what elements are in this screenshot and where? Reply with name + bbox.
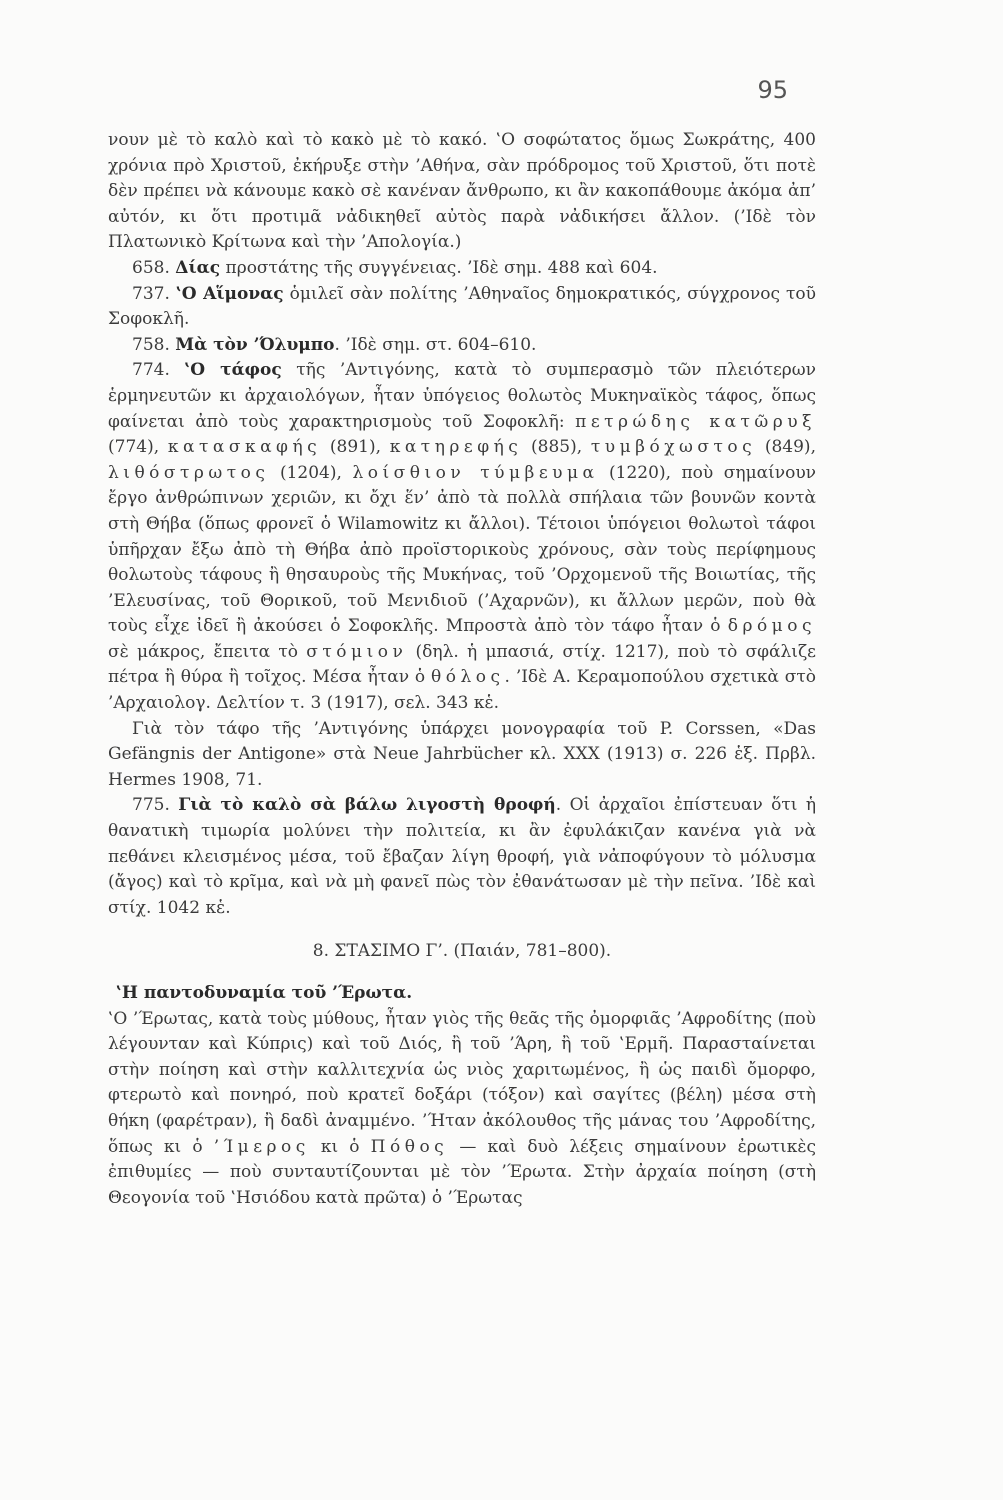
note-774-bibliography [108, 717, 816, 794]
note-737 [108, 282, 816, 333]
spaced-term: κατασκαφής [167, 437, 322, 458]
text-run: νουν μὲ τὸ καλὸ καὶ τὸ κακὸ μὲ τὸ κακό. ‛Ο σοφώτατος ὅμως Σωκράτης, 400 χρόνια πρὸ Χριστοῦ, ἐκήρυξε στὴν ’Αθήνα, σὰν πρόδρομος τοῦ Χριστοῦ, ὅτι ποτὲ δὲν πρέπει νὰ κάνουμε κακὸ σὲ κανέναν ἄνθρωπο, κι ἂν κακοπάθουμε ἀκόμα ἀπ’ αὐτόν, κι ὅτι προτιμᾶ νἀδικηθεῖ αὐτὸς παρὰ νἀδικήσει ἄλλον. (’Ιδὲ τὸν Πλατωνικὸ Κρίτωνα καὶ τὴν ’Απολογία.) [108, 130, 816, 253]
text-run: σὲ μάκρος, ἔπειτα τὸ [108, 641, 307, 662]
bold-term: Γιὰ τὸ καλὸ σὰ βάλω λιγοστὴ θροφή [178, 795, 556, 816]
spaced-term: πετρώδης κατῶρυξ [575, 411, 816, 432]
bold-term: Μὰ τὸν ’Όλυμπο [175, 334, 335, 355]
spaced-term: λιθόστρωτος [108, 462, 270, 483]
spaced-term: ’Ίμερος [213, 1136, 310, 1157]
text-run: (1204), [269, 462, 353, 483]
note-774 [108, 358, 816, 716]
text-run: Γιὰ τὸν τάφο τῆς ’Αντιγόνης ὑπάρχει μονογραφία τοῦ P. Corssen, «Das Gefängnis der Antigone» στὰ Neue Jahrbücher κλ. XXX (1913) σ. 226 ἑξ. Πρβλ. Hermes 1908, 71. [108, 718, 816, 790]
spaced-term: κατηρεφής [389, 437, 523, 458]
bold-term: ‛Ο Αἵμονας [175, 283, 284, 304]
text-run: (849), [756, 437, 816, 458]
text-run: (891), [321, 437, 390, 458]
text-run: 775. [132, 795, 179, 816]
text-run: . Οἱ ἀρχαῖοι ἐπίστευαν ὅτι ἡ θανατικὴ τιμωρία μολύνει τὴν πολιτεία, κι ἂν ἐφυλάκιζαν κανένα γιὰ νὰ πεθάνει κλεισμένος μέσα, τοῦ ἔβαζαν λίγη θροφή, γιὰ νἀποφύγουν τὸ μόλυσμα (ἄγος) καὶ τὸ κρῖμα, καὶ νὰ μὴ φανεῖ πὼς τὸν ἐθανάτωσαν μὲ τὴν πεῖνα. ’Ιδὲ καὶ στίχ. 1042 κἑ. [108, 795, 817, 918]
note-658 [108, 256, 816, 282]
note-758 [108, 333, 816, 359]
spaced-term: Πόθος [370, 1136, 449, 1157]
note-775 [108, 793, 816, 921]
text-run: (δηλ. ἡ μπασιά, στίχ. 1217), ποὺ τὸ σφάλιζε πέτρα ἢ θύρα ἢ τοῖχος. Μέσα ἦταν ὁ [108, 641, 816, 688]
spaced-term: λοίσθιον τύμβευμα [352, 462, 599, 483]
text-run: τῆς ’Αντιγόνης, κατὰ τὸ συμπερασμὸ τῶν πλειότερων ἑρμηνευτῶν κι ἀρχαιολόγων, ἦταν ὑπόγειος θολωτὸς Μυκηναϊκὸς τάφος, ὅπως φαίνεται ἀπὸ τοὺς χαρακτηρισμοὺς τοῦ Σοφοκλῆ: [108, 360, 816, 432]
spaced-term: τυμβόχωστος [590, 437, 757, 458]
text-run: προστάτης τῆς συγγένειας. ’Ιδὲ σημ. 488 καὶ 604. [220, 257, 658, 278]
text-run: (774), [108, 437, 168, 458]
section-heading: 8. ΣΤΑΣΙΜΟ Γ’. (Παιάν, 781–800). [312, 941, 612, 962]
spaced-term: στόμιον [306, 641, 408, 662]
text-run: (1220), ποὺ σημαίνουν ἔργο ἀνθρώπινων χεριῶν, κι ὄχι ἕν’ ἀπὸ τὰ πολλὰ σπήλαια τῶν βουνῶν κοντὰ στὴ Θήβα (ὅπως φρονεῖ ὁ Wilamowitz κι ἄλλοι). Τέτοιοι ὑπόγειοι θολωτοὶ τάφοι ὑπῆρχαν ἔξω ἀπὸ τὴ Θήβα ἀπὸ προϊστορικοὺς χρόνους, σὰν τοὺς περίφημους θολωτοὺς τάφους ἢ θησαυροὺς τῆς Μυκήνας, τοῦ ’Ορχομενοῦ τῆς Βοιωτίας, τῆς ’Ελευσίνας, τοῦ Θορικοῦ, τοῦ Μενιδιοῦ (’Αχαρνῶν), κι ἄλλων μερῶν, ποὺ θὰ τοὺς εἶχε ἰδεῖ ἢ ἀκούσει ὁ Σοφοκλῆς. Μπροστὰ ἀπὸ τὸν τάφο ἦταν ὁ [108, 462, 816, 637]
spaced-term: δρόμος [727, 616, 816, 637]
bold-term: Δίας [175, 257, 221, 278]
subheading: ‛Η παντοδυναμία τοῦ ’Έρωτα. [116, 983, 413, 1003]
text-run: 658. [132, 257, 176, 278]
final-paragraph [108, 1007, 816, 1212]
text-run: ‛Ο ’Έρωτας, κατὰ τοὺς μύθους, ἦταν γιὸς τῆς θεᾶς τῆς ὀμορφιᾶς ’Αφροδίτης (ποὺ λέγουνταν καὶ Κύπρις) καὶ τοῦ Διός, ἢ τοῦ ’Άρη, ἢ τοῦ ‛Ερμῆ. Παρασταίνεται στὴν ποίηση καὶ στὴν καλλιτεχνία ὡς νιὸς χαριτωμένος, ἢ ὡς παιδὶ ὄμορφο, φτερωτὸ καὶ πονηρό, ποὺ κρατεῖ δοξάρι (τόξον) καὶ σαγίτες (βέλη) μέσα στὴ θήκη (φαρέτραν), ἢ δαδὶ ἀναμμένο. ’Ήταν ἀκόλουθος τῆς μάνας του ’Αφροδίτης, ὅπως κι ὁ [108, 1008, 816, 1157]
page-number: 95 [757, 76, 788, 104]
text-run: . ’Ιδὲ Α. Κεραμοπούλου σχετικὰ στὸ ’Αρχαιολογ. Δελτίον τ. 3 (1917), σελ. 343 κἑ. [108, 667, 816, 714]
text-run: 737. [132, 283, 176, 304]
bold-term: ‛Ο τάφος [184, 360, 282, 381]
text-run: 758. [132, 334, 176, 355]
text-run: — καὶ δυὸ λέξεις σημαίνουν ἐρωτικὲς ἐπιθυμίες — ποὺ συνταυτίζουνται μὲ τὸν ’Έρωτα. Στὴν ἀρχαία ποίηση (στὴ Θεογονία τοῦ ‛Ησιόδου κατὰ πρῶτα) ὁ ’Έρωτας [108, 1136, 816, 1208]
spaced-term: θόλος [431, 667, 505, 688]
text-run: ὁμιλεῖ σὰν πολίτης ’Αθηναῖος δημοκρατικός, σύγχρονος τοῦ Σοφοκλῆ. [108, 283, 816, 330]
text-run: κι ὁ [309, 1136, 371, 1157]
body-text [108, 128, 816, 1211]
paragraph-continuation [108, 128, 816, 256]
text-run: 774. [132, 360, 185, 381]
text-run: (885), [522, 437, 591, 458]
text-run: . ’Ιδὲ σημ. στ. 604–610. [334, 334, 537, 355]
